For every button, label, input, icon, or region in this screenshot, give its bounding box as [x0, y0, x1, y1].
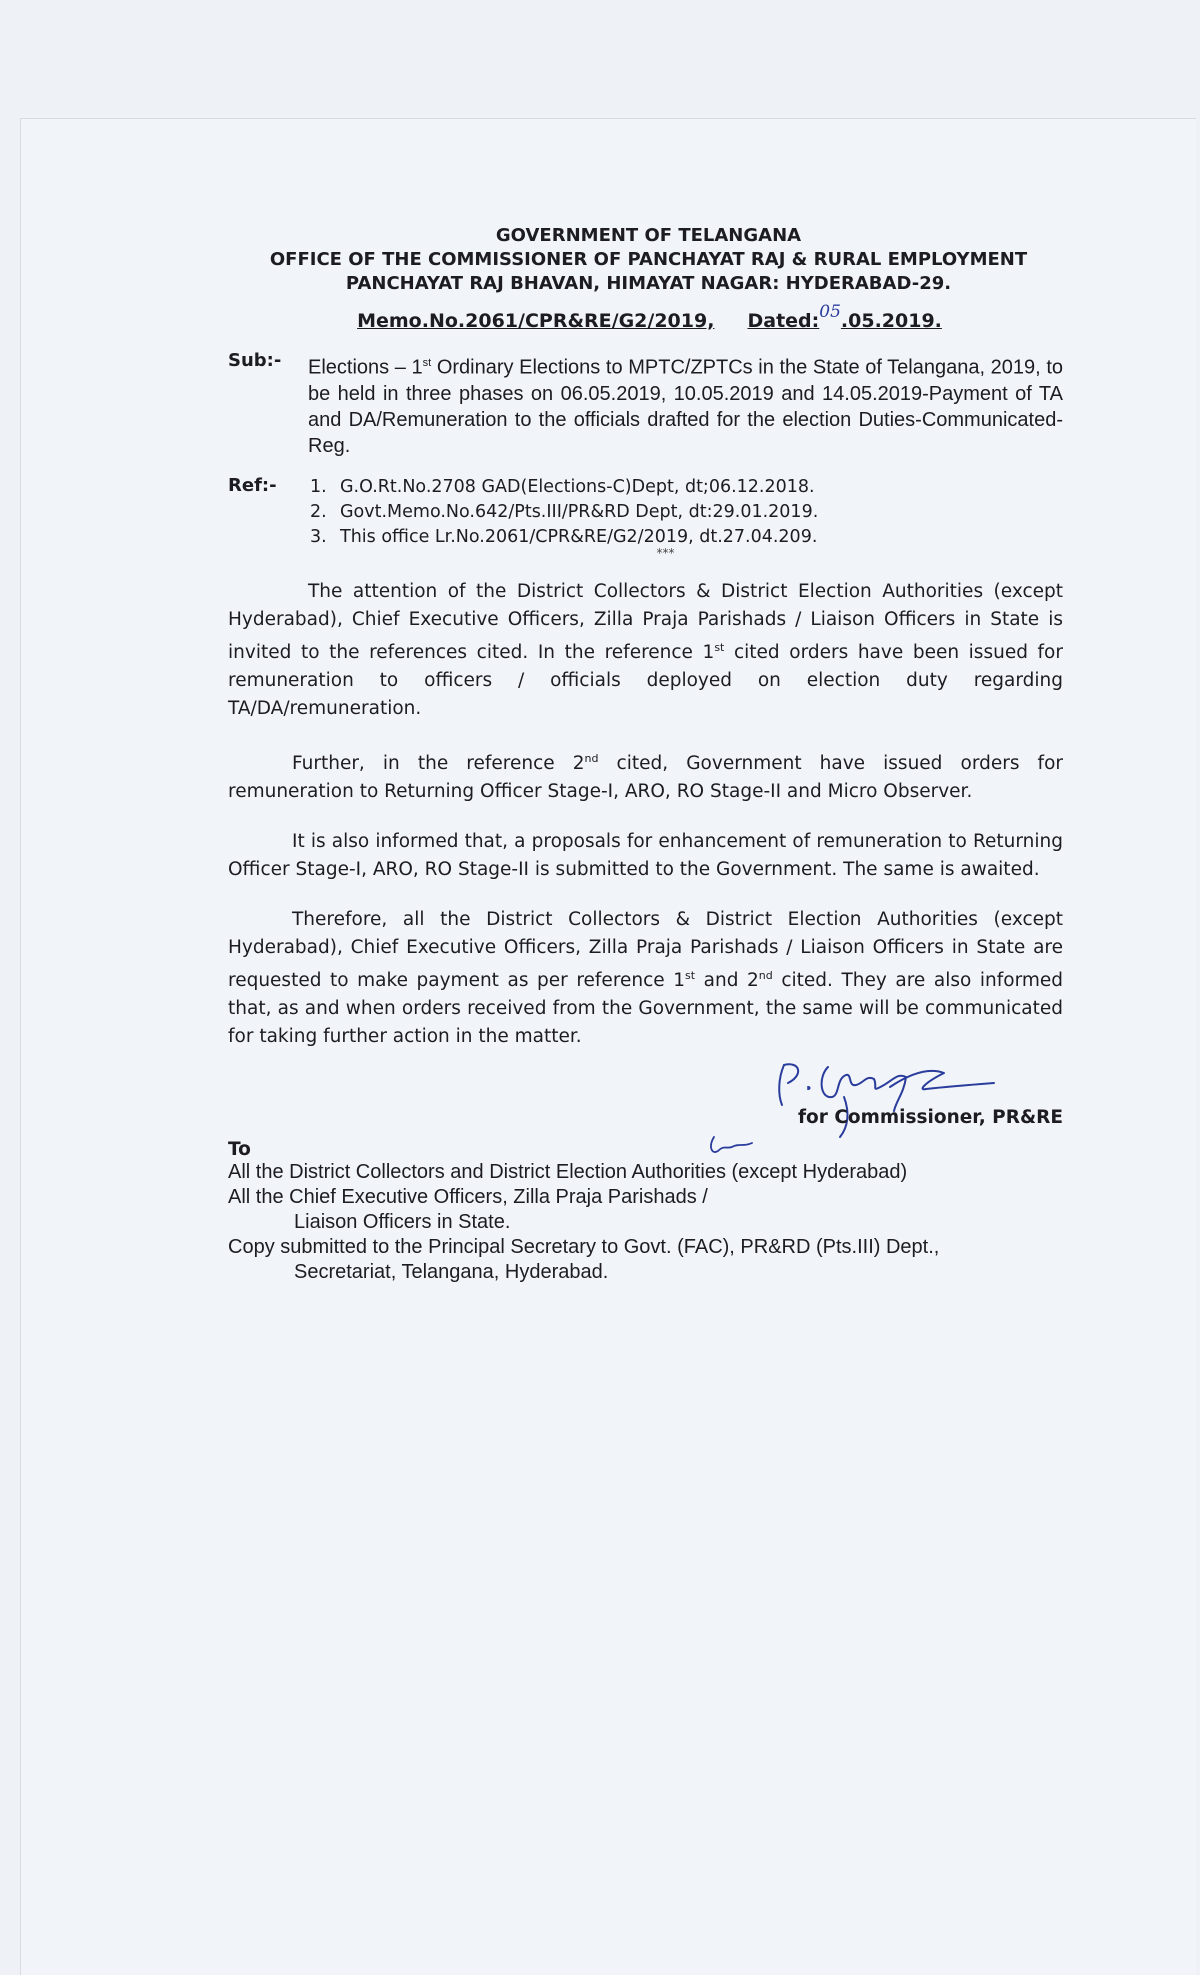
memo-number: Memo.No.2061/CPR&RE/G2/2019,	[357, 310, 715, 332]
p4-text-a: Therefore, all the District Collectors & District Election Authorities (except Hyderabad), Chief Executive Officers, Zilla Praja Parishads / Liaison Officers in State are requested to make payment as per reference 1	[228, 908, 1063, 992]
memo-date: .05.2019.	[840, 310, 942, 332]
p1-text-a: The attention of the District Collectors & District Election Authorities (except Hyderabad), Chief Executive Officers, Zilla Praja Parishads / Liaison Officers in State is invited to the references cited. In the reference 1	[228, 580, 1063, 663]
handwritten-signature	[748, 1057, 1008, 1147]
letterhead-office: OFFICE OF THE COMMISSIONER OF PANCHAYAT RAJ & RURAL EMPLOYMENT	[269, 249, 1028, 270]
memo-dated-label: Dated:	[747, 310, 820, 332]
p2-sup: nd	[584, 751, 599, 765]
letterhead	[234, 224, 1063, 296]
p1-sup: st	[714, 640, 725, 654]
handwritten-initials	[706, 1129, 766, 1159]
copy-line: Secretariat, Telangana, Hyderabad.	[294, 1261, 609, 1284]
reference-item	[310, 475, 818, 500]
memo-line	[236, 302, 1063, 332]
signature-block	[228, 1051, 1063, 1147]
references-block	[228, 475, 1063, 550]
separator-stars: ***	[656, 545, 675, 560]
reference-text: Govt.Memo.No.642/Pts.III/PR&RD Dept, dt:29.01.2019.	[340, 501, 819, 522]
reference-item	[310, 500, 818, 525]
recipients	[228, 1160, 1063, 1285]
memo-body	[228, 224, 1063, 1285]
subject-text	[308, 350, 1063, 459]
subject-block	[228, 350, 1063, 459]
copy-line: Copy submitted to the Principal Secretary to Govt. (FAC), PR&RD (Pts.III) Dept.,	[228, 1236, 940, 1259]
paragraph-2	[228, 745, 1063, 806]
p4-text-b: cited. They are also informed that, as and when orders received from the Government, the same will be communicated for taking further action in the matter.	[228, 970, 1063, 1048]
recipient-line: All the District Collectors and District Election Authorities (except Hyderabad)	[228, 1161, 908, 1184]
reference-number: 2.	[310, 501, 327, 522]
paragraph-4	[228, 906, 1063, 1051]
reference-item	[310, 525, 818, 550]
reference-text: G.O.Rt.No.2708 GAD(Elections-C)Dept, dt;06.12.2018.	[340, 476, 815, 497]
signature-designation: for Commissioner, PR&RE	[798, 1107, 1063, 1129]
p1-text-b: cited orders have been issued for remuneration to officers / officials deployed on election duty regarding TA/DA/remuneration.	[228, 641, 1063, 719]
subject-body: Ordinary Elections to MPTC/ZPTCs in the State of Telangana, 2019, to be held in three phases on 06.05.2019, 10.05.2019 and 14.05.2019-Payment of TA and DA/Remuneration to the officials drafted for the election Duties-Communicated- Reg.	[308, 356, 1064, 457]
reference-text: This office Lr.No.2061/CPR&RE/G2/2019, dt.27.04.209.	[340, 526, 818, 547]
paragraph-3: It is also informed that, a proposals for enhancement of remuneration to Returning Officer Stage-I, ARO, RO Stage-II is submitted to the Government. The same is awaited.	[228, 830, 1063, 880]
recipient-line: Liaison Officers in State.	[294, 1211, 511, 1234]
p2-text-a: Further, in the reference 2	[292, 752, 585, 774]
recipient-line: All the Chief Executive Officers, Zilla Praja Parishads /	[228, 1186, 708, 1209]
p2-text-b: cited, Government have issued orders for remuneration to Returning Officer Stage-I, ARO, RO Stage-II and Micro Observer.	[228, 752, 1063, 802]
subject-label: Sub:-	[228, 350, 282, 371]
paragraph-1	[228, 578, 1063, 723]
subject-sup: st	[422, 357, 432, 369]
p4-text-mid: and 2	[695, 970, 759, 992]
reference-number: 1.	[310, 476, 327, 497]
letterhead-address: PANCHAYAT RAJ BHAVAN, HIMAYAT NAGAR: HYDERABAD-29.	[345, 273, 952, 294]
references-list	[310, 475, 818, 550]
subject-pre: Elections – 1	[308, 356, 423, 379]
to-label: To	[228, 1139, 251, 1161]
references-label: Ref:-	[228, 474, 277, 496]
reference-number: 3.	[310, 526, 327, 547]
letterhead-government: GOVERNMENT OF TELANGANA	[495, 225, 802, 246]
handwritten-day: 05	[819, 302, 841, 322]
p4-sup-2: nd	[758, 968, 773, 982]
p4-sup-1: st	[685, 968, 696, 982]
